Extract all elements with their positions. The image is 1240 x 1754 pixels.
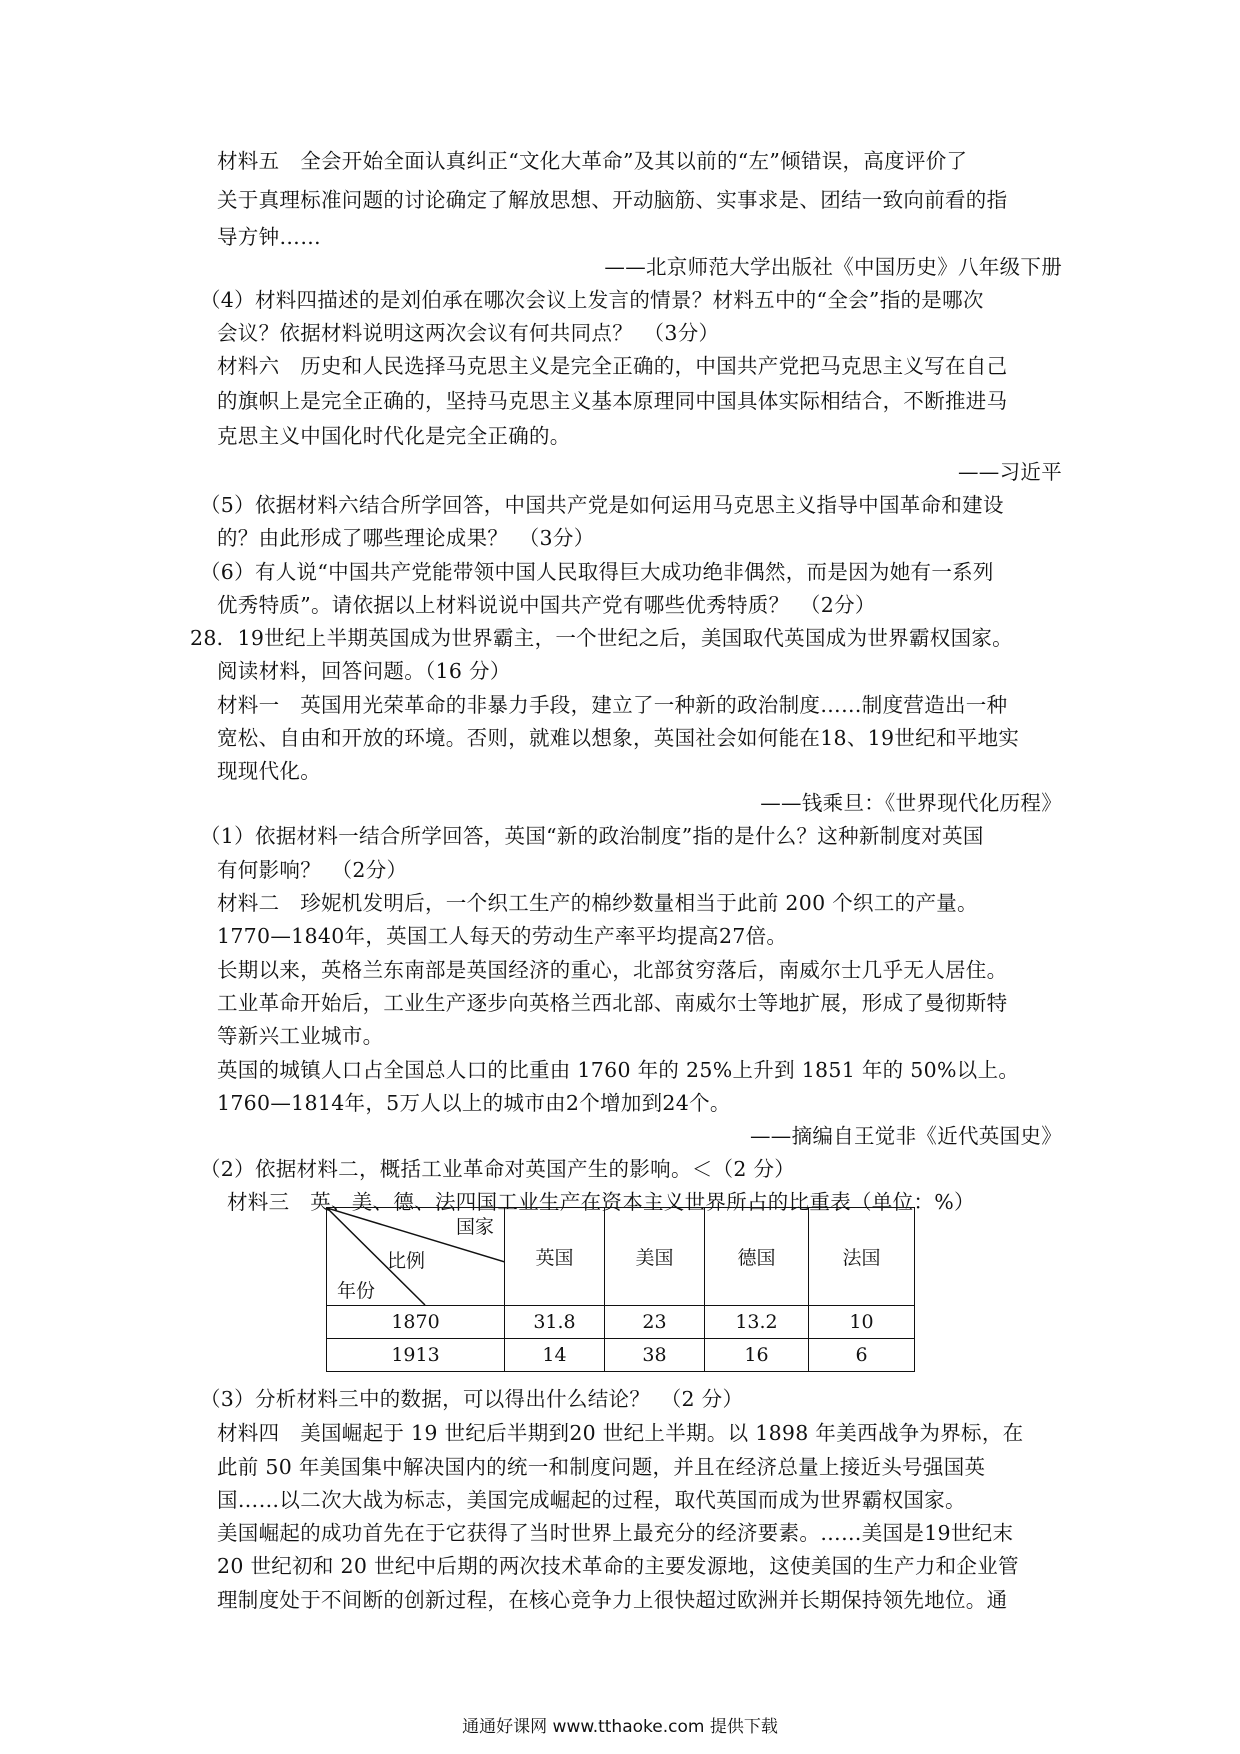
material-2-line-3: 长期以来，英格兰东南部是英国经济的重心，北部贫穷落后，南威尔士几乎无人居住。	[217, 958, 1008, 982]
industrial-share-table	[326, 1207, 915, 1372]
table-cell: 10	[809, 1306, 915, 1339]
material-6-source: ——习近平	[958, 460, 1062, 484]
row-year: 1870	[327, 1306, 505, 1339]
column-header: 美国	[605, 1208, 705, 1306]
material-4-line-1: 材料四 美国崛起于 19 世纪后半期到20 世纪上半期。以 1898 年美西战争为界标，在	[217, 1421, 1024, 1445]
material-1-source: ——钱乘旦：《世界现代化历程》	[760, 791, 1062, 815]
table-cell: 16	[705, 1339, 809, 1372]
material-5-line-3: 导方钟……	[217, 225, 321, 249]
material-3-caption: 材料三 英、美、德、法四国工业生产在资本主义世界所占的比重表（单位：%）	[227, 1190, 975, 1214]
material-4-line-5: 20 世纪初和 20 世纪中后期的两次技术革命的主要发源地，这使美国的生产力和企业管	[217, 1554, 1019, 1578]
table-cell: 6	[809, 1339, 915, 1372]
table-cell: 14	[505, 1339, 605, 1372]
question-1-line-2: 有何影响？ （2分）	[217, 858, 408, 882]
row-year: 1913	[327, 1339, 505, 1372]
question-4-line-2: 会议？依据材料说明这两次会议有何共同点？ （3分）	[217, 321, 720, 345]
question-1-line-1: （1）依据材料一结合所学回答，英国“新的政治制度”指的是什么？这种新制度对英国	[200, 824, 984, 848]
column-header: 法国	[809, 1208, 915, 1306]
material-6-line-1: 材料六 历史和人民选择马克思主义是完全正确的，中国共产党把马克思主义写在自己	[217, 354, 1008, 378]
material-5-line-1: 材料五 全会开始全面认真纠正“文化大革命”及其以前的“左”倾错误，高度评价了	[217, 149, 968, 173]
table-cell: 31.8	[505, 1306, 605, 1339]
column-header: 德国	[705, 1208, 809, 1306]
material-2-line-2: 1770—1840年，英国工人每天的劳动生产率平均提高27倍。	[217, 924, 788, 948]
table-cell: 38	[605, 1339, 705, 1372]
question-6-line-1: （6）有人说“中国共产党能带领中国人民取得巨大成功绝非偶然，而是因为她有一系列	[200, 560, 994, 584]
material-4-line-4: 美国崛起的成功首先在于它获得了当时世界上最充分的经济要素。……美国是19世纪末	[217, 1521, 1014, 1545]
material-4-line-6: 理制度处于不间断的创新过程，在核心竞争力上很快超过欧洲并长期保持领先地位。通	[217, 1588, 1008, 1612]
question-28-stem-line-1: 28．19世纪上半期英国成为世界霸主，一个世纪之后，美国取代英国成为世界霸权国家。	[190, 626, 1013, 650]
question-5-line-1: （5）依据材料六结合所学回答，中国共产党是如何运用马克思主义指导中国革命和建设	[200, 493, 1004, 517]
question-5-line-2: 的？由此形成了哪些理论成果？ （3分）	[217, 526, 595, 550]
material-5-line-2: 关于真理标准问题的讨论确定了解放思想、开动脑筋、实事求是、团结一致向前看的指	[217, 188, 1008, 212]
material-2-line-6: 英国的城镇人口占全国总人口的比重由 1760 年的 25%上升到 1851 年的 50%以上。	[217, 1058, 1020, 1082]
table-row	[327, 1339, 915, 1372]
corner-label-country: 国家	[455, 1216, 494, 1238]
table-cell: 23	[605, 1306, 705, 1339]
question-28-stem-line-2: 阅读材料，回答问题。（16 分）	[217, 659, 511, 683]
table-header-row	[327, 1208, 915, 1306]
material-2-line-1: 材料二 珍妮机发明后，一个织工生产的棉纱数量相当于此前 200 个织工的产量。	[217, 891, 978, 915]
column-header: 英国	[505, 1208, 605, 1306]
material-1-line-3: 现现代化。	[217, 759, 321, 783]
table-cell: 13.2	[705, 1306, 809, 1339]
material-2-source: ——摘编自王觉非《近代英国史》	[750, 1124, 1062, 1148]
material-6-line-3: 克思主义中国化时代化是完全正确的。	[217, 424, 571, 448]
material-2-line-7: 1760—1814年，5万人以上的城市由2个增加到24个。	[217, 1091, 731, 1115]
corner-label-ratio: 比例	[387, 1250, 426, 1272]
table-corner-cell	[327, 1208, 505, 1306]
material-2-line-4: 工业革命开始后，工业生产逐步向英格兰西北部、南威尔士等地扩展，形成了曼彻斯特	[217, 991, 1008, 1015]
material-1-line-1: 材料一 英国用光荣革命的非暴力手段，建立了一种新的政治制度……制度营造出一种	[217, 693, 1008, 717]
corner-label-year: 年份	[337, 1280, 376, 1302]
material-1-line-2: 宽松、自由和开放的环境。否则，就难以想象，英国社会如何能在18、19世纪和平地实	[217, 726, 1020, 750]
material-4-line-2: 此前 50 年美国集中解决国内的统一和制度问题，并且在经济总量上接近头号强国英	[217, 1455, 986, 1479]
material-5-source: ——北京师范大学出版社《中国历史》八年级下册	[604, 255, 1062, 279]
question-3: （3）分析材料三中的数据，可以得出什么结论？ （2 分）	[200, 1387, 744, 1411]
table-row	[327, 1306, 915, 1339]
material-6-line-2: 的旗帜上是完全正确的，坚持马克思主义基本原理同中国具体实际相结合，不断推进马	[217, 389, 1008, 413]
question-2: （2）依据材料二，概括工业革命对英国产生的影响。＜（2 分）	[200, 1157, 796, 1181]
question-6-line-2: 优秀特质”。请依据以上材料说说中国共产党有哪些优秀特质？ （2分）	[217, 593, 876, 617]
material-2-line-5: 等新兴工业城市。	[217, 1024, 384, 1048]
material-4-line-3: 国……以二次大战为标志，美国完成崛起的过程，取代英国而成为世界霸权国家。	[217, 1488, 966, 1512]
page-footer: 通通好课网 www.tthaoke.com 提供下载	[462, 1717, 778, 1737]
question-4-line-1: （4）材料四描述的是刘伯承在哪次会议上发言的情景？材料五中的“全会”指的是哪次	[200, 288, 984, 312]
